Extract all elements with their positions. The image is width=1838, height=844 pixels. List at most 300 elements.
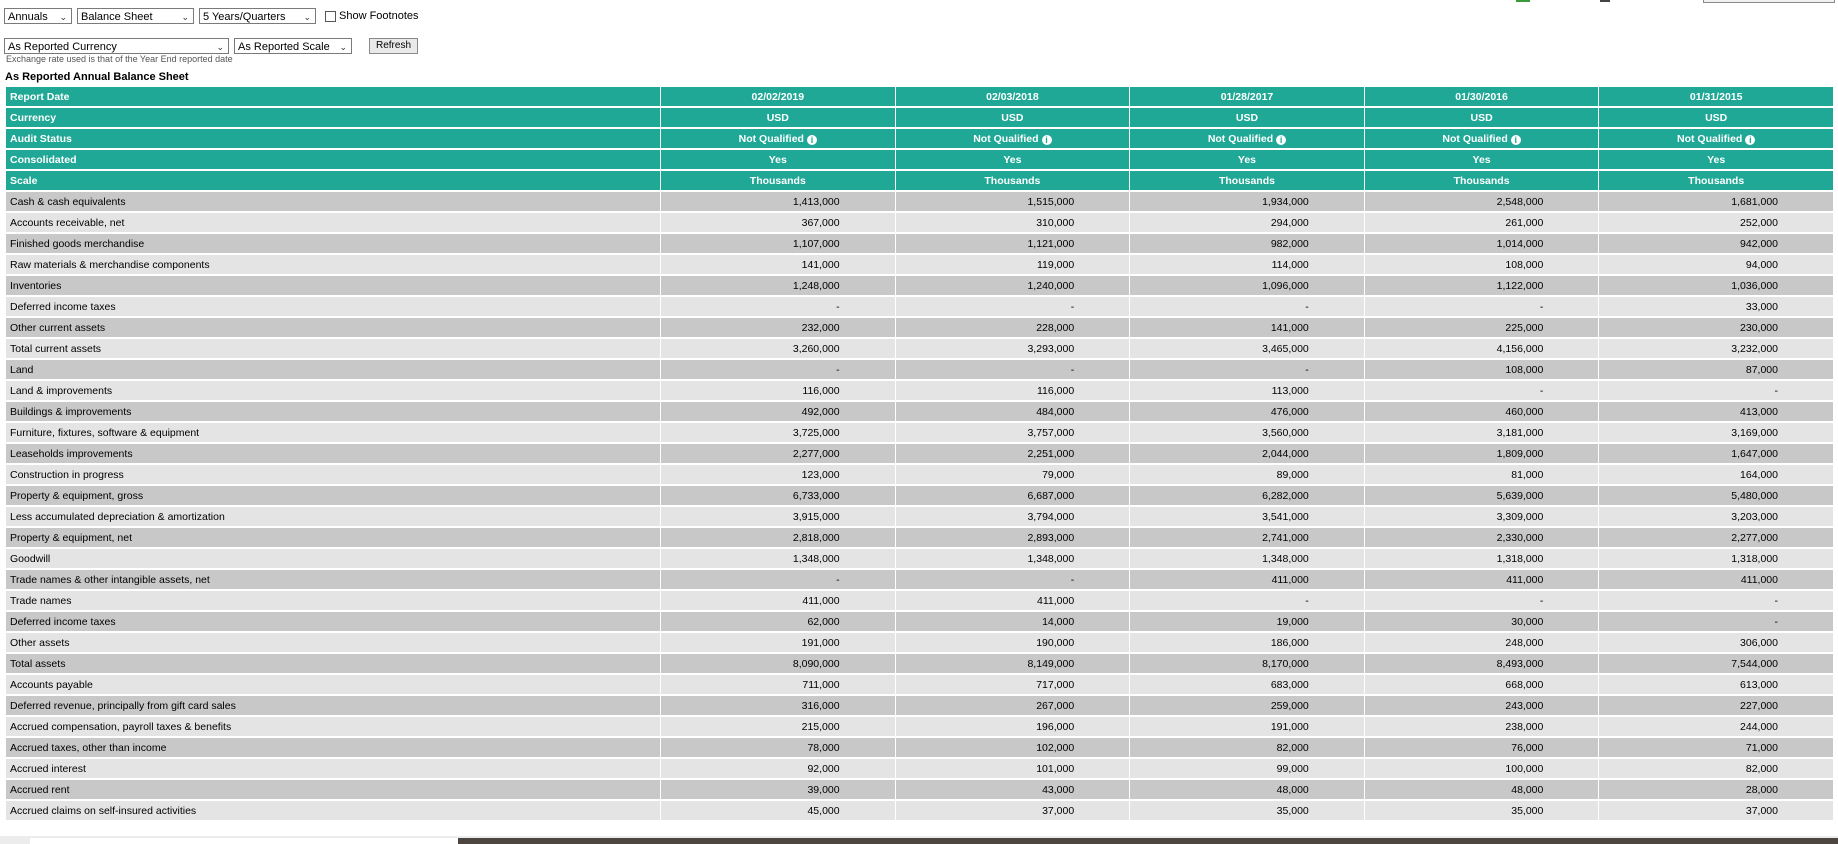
table-row <box>6 675 1833 694</box>
value-cell: 5,480,000 <box>1599 486 1833 505</box>
value-cell: 45,000 <box>661 801 895 820</box>
table-row <box>6 696 1833 715</box>
value-cell: 33,000 <box>1599 297 1833 316</box>
header-cell <box>1130 171 1364 190</box>
table-row <box>6 612 1833 631</box>
value-cell: - <box>896 360 1130 379</box>
value-cell: 186,000 <box>1130 633 1364 652</box>
value-cell: 232,000 <box>661 318 895 337</box>
value-cell: 711,000 <box>661 675 895 694</box>
value-cell: 227,000 <box>1599 696 1833 715</box>
header-cell-text: 02/02/2019 <box>751 90 805 103</box>
value-cell: 668,000 <box>1365 675 1599 694</box>
header-cell-text: Yes <box>1237 153 1257 166</box>
header-cell <box>896 129 1130 148</box>
value-cell: 113,000 <box>1130 381 1364 400</box>
table-row <box>6 654 1833 673</box>
header-label: Scale <box>6 171 660 190</box>
row-label: Deferred income taxes <box>6 297 660 316</box>
value-cell: 228,000 <box>896 318 1130 337</box>
header-cell-text: USD <box>1235 111 1259 124</box>
value-cell: 267,000 <box>896 696 1130 715</box>
header-cell-text: USD <box>1470 111 1493 124</box>
header-row <box>6 150 1833 169</box>
value-cell: - <box>1130 591 1364 610</box>
row-label: Goodwill <box>6 549 660 568</box>
value-cell: 238,000 <box>1365 717 1599 736</box>
value-cell: 30,000 <box>1365 612 1599 631</box>
table-row <box>6 738 1833 757</box>
value-cell: 35,000 <box>1365 801 1599 820</box>
header-row <box>6 129 1833 148</box>
value-cell: 3,203,000 <box>1599 507 1833 526</box>
info-icon[interactable]: i <box>1042 135 1052 145</box>
value-cell: 2,044,000 <box>1130 444 1364 463</box>
value-cell: 3,293,000 <box>896 339 1130 358</box>
value-cell: - <box>1599 381 1833 400</box>
value-cell: 164,000 <box>1599 465 1833 484</box>
value-cell: 1,036,000 <box>1599 276 1833 295</box>
value-cell: 28,000 <box>1599 780 1833 799</box>
exchange-rate-note: Exchange rate used is that of the Year End reported date <box>6 54 233 64</box>
statement-select[interactable] <box>77 8 194 24</box>
value-cell: 460,000 <box>1365 402 1599 421</box>
range-select[interactable] <box>199 8 316 24</box>
header-cell <box>661 150 895 169</box>
header-row <box>6 108 1833 127</box>
value-cell: 1,413,000 <box>661 192 895 211</box>
header-cell-text: Not Qualified <box>738 132 804 145</box>
table-row <box>6 570 1833 589</box>
row-label: Accounts receivable, net <box>6 213 660 232</box>
value-cell: - <box>1365 591 1599 610</box>
value-cell: 108,000 <box>1365 255 1599 274</box>
row-label: Accrued taxes, other than income <box>6 738 660 757</box>
row-label: Accrued rent <box>6 780 660 799</box>
value-cell: 37,000 <box>1599 801 1833 820</box>
header-cell-text: USD <box>766 111 789 124</box>
row-label: Property & equipment, gross <box>6 486 660 505</box>
chevron-down-icon: ⌄ <box>181 12 189 22</box>
value-cell: 2,330,000 <box>1365 528 1599 547</box>
table-row <box>6 339 1833 358</box>
value-cell: 1,348,000 <box>661 549 895 568</box>
header-cell <box>896 87 1130 106</box>
header-cell <box>1365 129 1599 148</box>
header-cell <box>661 129 895 148</box>
row-label: Accrued compensation, payroll taxes & benefits <box>6 717 660 736</box>
value-cell: 484,000 <box>896 402 1130 421</box>
header-cell-text: 02/03/2018 <box>986 90 1039 103</box>
header-label: Consolidated <box>6 150 660 169</box>
header-label: Currency <box>6 108 660 127</box>
header-cell-text: Thousands <box>1218 174 1275 187</box>
value-cell: 39,000 <box>661 780 895 799</box>
value-cell: 367,000 <box>661 213 895 232</box>
value-cell: - <box>1599 591 1833 610</box>
row-label: Total assets <box>6 654 660 673</box>
value-cell: 683,000 <box>1130 675 1364 694</box>
value-cell: 1,014,000 <box>1365 234 1599 253</box>
table-row <box>6 507 1833 526</box>
value-cell: 411,000 <box>1599 570 1833 589</box>
value-cell: 191,000 <box>1130 717 1364 736</box>
bottom-scrollbar-thumb[interactable] <box>30 838 460 844</box>
value-cell: 1,318,000 <box>1599 549 1833 568</box>
value-cell: - <box>661 360 895 379</box>
period-select-value: Annuals <box>8 11 48 23</box>
show-footnotes-toggle[interactable] <box>325 10 419 22</box>
value-cell: 316,000 <box>661 696 895 715</box>
row-label: Trade names & other intangible assets, net <box>6 570 660 589</box>
taskbar-strip <box>458 838 1838 844</box>
value-cell: 411,000 <box>1130 570 1364 589</box>
header-label: Audit Status <box>6 129 660 148</box>
header-cell <box>1130 129 1364 148</box>
table-row <box>6 192 1833 211</box>
value-cell: 411,000 <box>1365 570 1599 589</box>
show-footnotes-label: Show Footnotes <box>339 10 419 22</box>
table-row <box>6 381 1833 400</box>
chevron-down-icon: ⌄ <box>216 42 224 52</box>
row-label: Finished goods merchandise <box>6 234 660 253</box>
statement-select-value: Balance Sheet <box>81 11 153 23</box>
value-cell: 215,000 <box>661 717 895 736</box>
value-cell: 87,000 <box>1599 360 1833 379</box>
table-row <box>6 423 1833 442</box>
row-label: Raw materials & merchandise components <box>6 255 660 274</box>
value-cell: 8,170,000 <box>1130 654 1364 673</box>
value-cell: 3,757,000 <box>896 423 1130 442</box>
table-row <box>6 549 1833 568</box>
header-cell <box>1130 150 1364 169</box>
value-cell: - <box>1599 612 1833 631</box>
value-cell: 1,240,000 <box>896 276 1130 295</box>
chevron-down-icon: ⌄ <box>59 12 67 22</box>
row-label: Furniture, fixtures, software & equipment <box>6 423 660 442</box>
row-label: Cash & cash equivalents <box>6 192 660 211</box>
value-cell: 79,000 <box>896 465 1130 484</box>
value-cell: 476,000 <box>1130 402 1364 421</box>
range-select-value: 5 Years/Quarters <box>203 11 286 23</box>
value-cell: 261,000 <box>1365 213 1599 232</box>
header-cell-text: USD <box>1001 111 1024 124</box>
header-cell <box>661 171 895 190</box>
header-cell <box>661 108 895 127</box>
value-cell: 1,515,000 <box>896 192 1130 211</box>
value-cell: 230,000 <box>1599 318 1833 337</box>
refresh-button[interactable]: Refresh <box>369 38 418 54</box>
row-label: Accrued claims on self-insured activities <box>6 801 660 820</box>
value-cell: 1,318,000 <box>1365 549 1599 568</box>
value-cell: 243,000 <box>1365 696 1599 715</box>
value-cell: 2,251,000 <box>896 444 1130 463</box>
table-row <box>6 297 1833 316</box>
table-title: As Reported Annual Balance Sheet <box>5 71 189 83</box>
header-cell <box>661 87 895 106</box>
value-cell: 35,000 <box>1130 801 1364 820</box>
header-cell <box>896 171 1130 190</box>
header-cell <box>1599 150 1833 169</box>
value-cell: 48,000 <box>1365 780 1599 799</box>
value-cell: 102,000 <box>896 738 1130 757</box>
value-cell: 191,000 <box>661 633 895 652</box>
value-cell: 6,282,000 <box>1130 486 1364 505</box>
value-cell: 7,544,000 <box>1599 654 1833 673</box>
info-icon[interactable]: i <box>1276 135 1286 145</box>
table-row <box>6 780 1833 799</box>
value-cell: 4,156,000 <box>1365 339 1599 358</box>
value-cell: 310,000 <box>896 213 1130 232</box>
value-cell: 717,000 <box>896 675 1130 694</box>
value-cell: 99,000 <box>1130 759 1364 778</box>
value-cell: 119,000 <box>896 255 1130 274</box>
info-icon[interactable]: i <box>1745 135 1755 145</box>
value-cell: 116,000 <box>661 381 895 400</box>
row-label: Property & equipment, net <box>6 528 660 547</box>
chevron-down-icon: ⌄ <box>303 12 311 22</box>
row-label: Deferred income taxes <box>6 612 660 631</box>
value-cell: 3,181,000 <box>1365 423 1599 442</box>
value-cell: 411,000 <box>661 591 895 610</box>
header-cell-text: Thousands <box>1453 174 1510 187</box>
value-cell: 82,000 <box>1599 759 1833 778</box>
header-cell <box>1365 87 1599 106</box>
value-cell: 3,541,000 <box>1130 507 1364 526</box>
value-cell: 48,000 <box>1130 780 1364 799</box>
value-cell: - <box>896 297 1130 316</box>
header-row <box>6 87 1833 106</box>
header-cell-text: 01/28/2017 <box>1220 90 1274 103</box>
header-cell <box>1599 87 1833 106</box>
value-cell: 982,000 <box>1130 234 1364 253</box>
value-cell: 2,277,000 <box>1599 528 1833 547</box>
header-cell <box>1599 129 1833 148</box>
header-cell-text: Thousands <box>1688 174 1745 187</box>
table-row <box>6 234 1833 253</box>
value-cell: 411,000 <box>896 591 1130 610</box>
value-cell: 6,733,000 <box>661 486 895 505</box>
value-cell: 3,794,000 <box>896 507 1130 526</box>
value-cell: 89,000 <box>1130 465 1364 484</box>
value-cell: 116,000 <box>896 381 1130 400</box>
value-cell: 252,000 <box>1599 213 1833 232</box>
value-cell: 8,149,000 <box>896 654 1130 673</box>
table-row <box>6 633 1833 652</box>
value-cell: 108,000 <box>1365 360 1599 379</box>
value-cell: 225,000 <box>1365 318 1599 337</box>
value-cell: 1,121,000 <box>896 234 1130 253</box>
value-cell: 294,000 <box>1130 213 1364 232</box>
value-cell: 1,681,000 <box>1599 192 1833 211</box>
table-row <box>6 465 1833 484</box>
value-cell: - <box>661 297 895 316</box>
value-cell: 19,000 <box>1130 612 1364 631</box>
filter-row-2 <box>4 38 418 54</box>
header-cell <box>1599 108 1833 127</box>
value-cell: 123,000 <box>661 465 895 484</box>
header-cell-text: 01/30/2016 <box>1455 90 1508 103</box>
filter-row-1 <box>4 8 419 24</box>
currency-select[interactable] <box>4 38 229 54</box>
row-label: Less accumulated depreciation & amortization <box>6 507 660 526</box>
row-label: Construction in progress <box>6 465 660 484</box>
header-cell <box>1599 171 1833 190</box>
header-cell-text: Yes <box>1472 153 1491 166</box>
value-cell: 1,348,000 <box>896 549 1130 568</box>
header-cell <box>896 108 1130 127</box>
value-cell: 492,000 <box>661 402 895 421</box>
table-row <box>6 528 1833 547</box>
header-cell <box>1130 87 1364 106</box>
header-cell-text: 01/31/2015 <box>1689 90 1743 103</box>
value-cell: 244,000 <box>1599 717 1833 736</box>
header-cell-text: Not Qualified <box>1677 132 1743 145</box>
value-cell: 2,893,000 <box>896 528 1130 547</box>
value-cell: - <box>661 570 895 589</box>
value-cell: 3,169,000 <box>1599 423 1833 442</box>
value-cell: 8,493,000 <box>1365 654 1599 673</box>
table-row <box>6 213 1833 232</box>
chevron-down-icon: ⌄ <box>339 42 347 52</box>
row-label: Accrued interest <box>6 759 660 778</box>
value-cell: 3,725,000 <box>661 423 895 442</box>
value-cell: 3,915,000 <box>661 507 895 526</box>
balance-sheet-table <box>5 85 1834 822</box>
value-cell: 92,000 <box>661 759 895 778</box>
scale-select[interactable] <box>234 38 352 54</box>
period-select[interactable] <box>4 8 72 24</box>
value-cell: 100,000 <box>1365 759 1599 778</box>
value-cell: 3,560,000 <box>1130 423 1364 442</box>
value-cell: 248,000 <box>1365 633 1599 652</box>
table-row <box>6 444 1833 463</box>
header-cell-text: USD <box>1705 111 1728 124</box>
row-label: Total current assets <box>6 339 660 358</box>
row-label: Buildings & improvements <box>6 402 660 421</box>
value-cell: 82,000 <box>1130 738 1364 757</box>
value-cell: 1,934,000 <box>1130 192 1364 211</box>
value-cell: 14,000 <box>896 612 1130 631</box>
value-cell: 81,000 <box>1365 465 1599 484</box>
value-cell: - <box>896 570 1130 589</box>
scale-select-value: As Reported Scale <box>238 41 330 53</box>
currency-select-value: As Reported Currency <box>8 41 117 53</box>
value-cell: 141,000 <box>1130 318 1364 337</box>
header-cell-text: Not Qualified <box>973 132 1039 145</box>
value-cell: 3,260,000 <box>661 339 895 358</box>
value-cell: 114,000 <box>1130 255 1364 274</box>
value-cell: 1,647,000 <box>1599 444 1833 463</box>
top-right-indicator-green <box>1516 0 1530 2</box>
table-row <box>6 486 1833 505</box>
value-cell: 613,000 <box>1599 675 1833 694</box>
value-cell: 306,000 <box>1599 633 1833 652</box>
row-label: Other current assets <box>6 318 660 337</box>
header-cell-text: Thousands <box>984 174 1041 187</box>
top-right-indicator-dark <box>1600 0 1610 2</box>
header-cell-text: Yes <box>768 153 787 166</box>
row-label: Deferred revenue, principally from gift card sales <box>6 696 660 715</box>
value-cell: 71,000 <box>1599 738 1833 757</box>
value-cell: 43,000 <box>896 780 1130 799</box>
value-cell: 8,090,000 <box>661 654 895 673</box>
header-cell <box>1130 108 1364 127</box>
header-cell-text: Yes <box>1003 153 1022 166</box>
value-cell: 1,107,000 <box>661 234 895 253</box>
table-row <box>6 318 1833 337</box>
value-cell: 942,000 <box>1599 234 1833 253</box>
header-cell-text: Yes <box>1707 153 1726 166</box>
value-cell: 1,096,000 <box>1130 276 1364 295</box>
value-cell: 3,309,000 <box>1365 507 1599 526</box>
value-cell: 2,548,000 <box>1365 192 1599 211</box>
value-cell: 1,348,000 <box>1130 549 1364 568</box>
header-cell <box>1365 171 1599 190</box>
row-label: Other assets <box>6 633 660 652</box>
table-row <box>6 717 1833 736</box>
value-cell: 1,122,000 <box>1365 276 1599 295</box>
header-row <box>6 171 1833 190</box>
value-cell: 101,000 <box>896 759 1130 778</box>
table-row <box>6 801 1833 820</box>
info-icon[interactable]: i <box>1511 135 1521 145</box>
value-cell: 76,000 <box>1365 738 1599 757</box>
value-cell: 413,000 <box>1599 402 1833 421</box>
row-label: Land & improvements <box>6 381 660 400</box>
value-cell: 190,000 <box>896 633 1130 652</box>
row-label: Accounts payable <box>6 675 660 694</box>
header-cell <box>1365 150 1599 169</box>
header-cell-text: Not Qualified <box>1442 132 1508 145</box>
header-cell <box>896 150 1130 169</box>
value-cell: - <box>1365 297 1599 316</box>
header-cell-text: Not Qualified <box>1207 132 1274 145</box>
row-label: Trade names <box>6 591 660 610</box>
header-cell-text: Thousands <box>749 174 806 187</box>
table-row <box>6 759 1833 778</box>
table-row <box>6 360 1833 379</box>
value-cell: 6,687,000 <box>896 486 1130 505</box>
value-cell: 1,248,000 <box>661 276 895 295</box>
value-cell: - <box>1130 360 1364 379</box>
value-cell: 94,000 <box>1599 255 1833 274</box>
value-cell: 2,818,000 <box>661 528 895 547</box>
top-right-button-edge[interactable] <box>1703 0 1835 3</box>
value-cell: - <box>1130 297 1364 316</box>
value-cell: 62,000 <box>661 612 895 631</box>
value-cell: 2,741,000 <box>1130 528 1364 547</box>
value-cell: 259,000 <box>1130 696 1364 715</box>
table-row <box>6 276 1833 295</box>
value-cell: 1,809,000 <box>1365 444 1599 463</box>
value-cell: 3,232,000 <box>1599 339 1833 358</box>
value-cell: - <box>1365 381 1599 400</box>
value-cell: 141,000 <box>661 255 895 274</box>
info-icon[interactable]: i <box>807 135 817 145</box>
row-label: Leaseholds improvements <box>6 444 660 463</box>
value-cell: 2,277,000 <box>661 444 895 463</box>
table-row <box>6 591 1833 610</box>
table-row <box>6 402 1833 421</box>
row-label: Inventories <box>6 276 660 295</box>
table-row <box>6 255 1833 274</box>
row-label: Land <box>6 360 660 379</box>
header-label: Report Date <box>6 87 660 106</box>
value-cell: 3,465,000 <box>1130 339 1364 358</box>
value-cell: 37,000 <box>896 801 1130 820</box>
show-footnotes-checkbox[interactable] <box>325 11 336 22</box>
